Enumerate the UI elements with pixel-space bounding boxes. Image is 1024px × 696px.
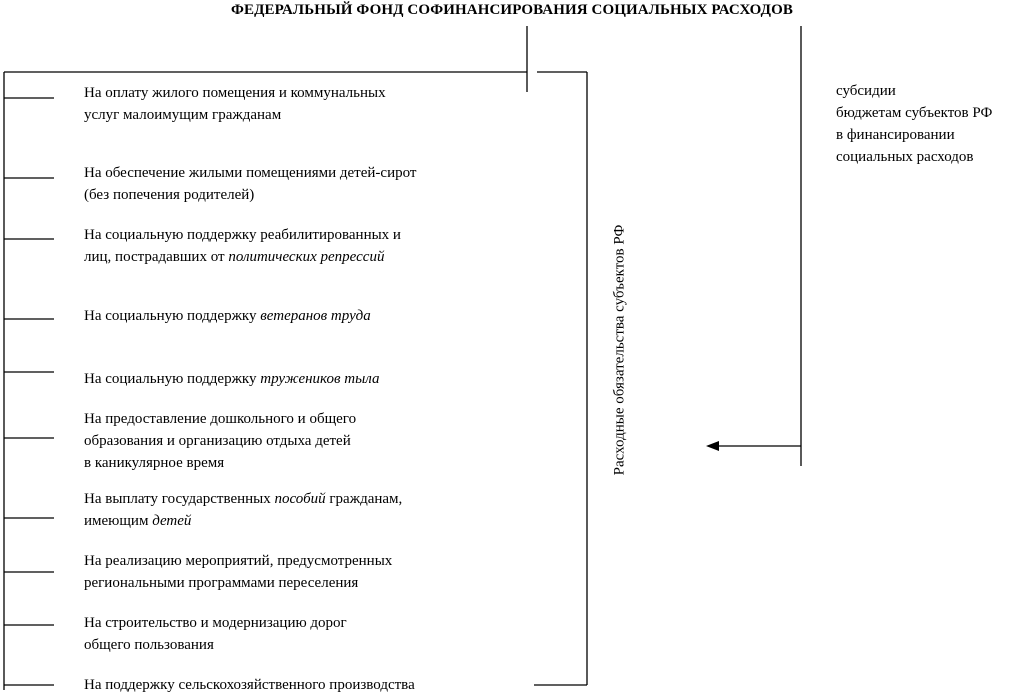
subsidy-label-line: социальных расходов <box>836 149 974 165</box>
item-text: в каникулярное время <box>84 455 225 471</box>
funding-item-line <box>84 452 356 474</box>
emphasized-text: политических репрессий <box>228 249 385 265</box>
funding-item <box>84 550 392 594</box>
item-text: (без попечения родителей) <box>84 187 255 203</box>
funding-item <box>84 162 416 206</box>
funding-item <box>84 674 415 696</box>
funding-item-line <box>84 510 402 532</box>
item-text: На социальную поддержку <box>84 308 261 324</box>
item-text: гражданам, <box>325 491 403 507</box>
funding-item-line <box>84 104 386 126</box>
funding-item-line <box>84 246 401 268</box>
funding-item-line <box>84 550 392 572</box>
funding-item <box>84 612 347 656</box>
funding-item-line <box>84 674 415 696</box>
funding-item-line <box>84 612 347 634</box>
funding-item-line <box>84 430 356 452</box>
item-text: На предоставление дошкольного и общего <box>84 411 357 427</box>
item-text: На выплату государственных <box>84 491 275 507</box>
item-text: образования и организацию отдыха детей <box>84 433 351 449</box>
funding-item <box>84 488 402 532</box>
emphasized-text: тружеников тыла <box>260 371 380 387</box>
subsidy-label-line: бюджетам субъектов РФ <box>836 105 993 121</box>
funding-item-line <box>84 368 379 390</box>
funding-item-line <box>84 408 356 430</box>
item-text: услуг малоимущим гражданам <box>84 107 282 123</box>
funding-item-line <box>84 224 401 246</box>
item-text: На оплату жилого помещения и коммунальных <box>84 85 386 101</box>
item-text: На социальную поддержку <box>84 371 261 387</box>
item-text: имеющим <box>84 513 153 529</box>
funding-item <box>84 368 379 390</box>
funding-item <box>84 224 401 268</box>
funding-item-line <box>84 305 371 327</box>
item-text: лиц, пострадавших от <box>84 249 229 265</box>
subsidy-label <box>836 80 992 168</box>
subsidy-arrow-head <box>706 441 719 451</box>
item-text: общего пользования <box>84 637 214 653</box>
emphasized-text: ветеранов труда <box>260 308 371 324</box>
subsidy-label-line: в финансировании <box>836 127 955 143</box>
item-text: На реализацию мероприятий, предусмотренных <box>84 553 393 569</box>
emphasized-text: детей <box>152 513 192 529</box>
funding-item-line <box>84 184 416 206</box>
item-text: На обеспечение жилыми помещениями детей-сирот <box>84 165 417 181</box>
emphasized-text: пособий <box>274 491 326 507</box>
funding-item <box>84 305 371 327</box>
item-text: региональными программами переселения <box>84 575 359 591</box>
vertical-label: Расходные обязательства субъектов РФ <box>611 224 628 476</box>
funding-item <box>84 82 386 126</box>
subsidy-label-line: субсидии <box>836 83 896 99</box>
item-text: На социальную поддержку реабилитированных и <box>84 227 401 243</box>
funding-item-line <box>84 82 386 104</box>
funding-item-line <box>84 162 416 184</box>
funding-item-line <box>84 634 347 656</box>
funding-item-line <box>84 488 402 510</box>
item-text: На строительство и модернизацию дорог <box>84 615 347 631</box>
funding-item-line <box>84 572 392 594</box>
diagram-title: ФЕДЕРАЛЬНЫЙ ФОНД СОФИНАНСИРОВАНИЯ СОЦИАЛЬНЫХ РАСХОДОВ <box>231 2 793 18</box>
funding-item <box>84 408 356 474</box>
item-text: На поддержку сельскохозяйственного производства <box>84 677 415 693</box>
